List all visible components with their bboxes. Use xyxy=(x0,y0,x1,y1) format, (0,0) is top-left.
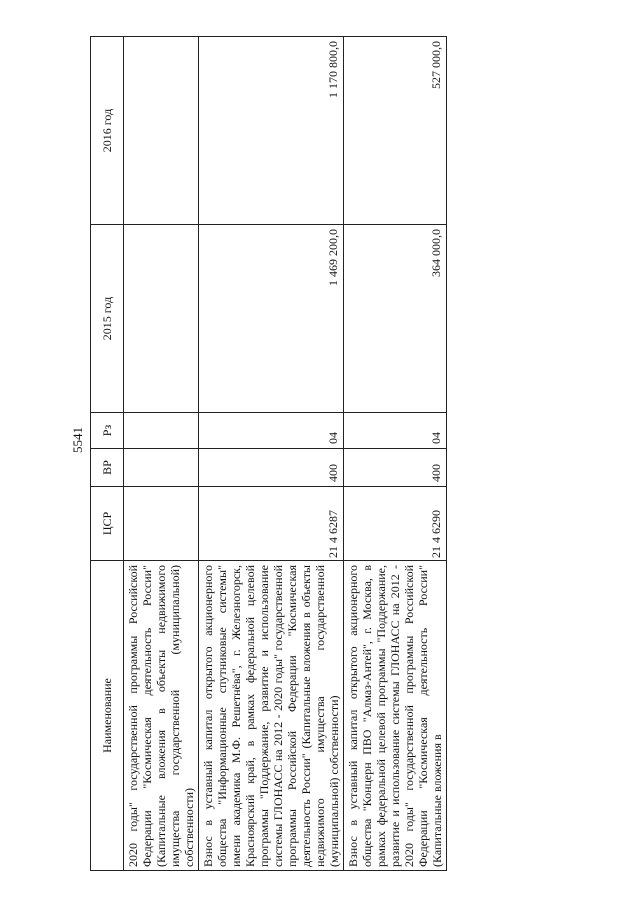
table-row xyxy=(344,37,447,871)
row-vr: 400 xyxy=(344,449,447,487)
row-2015: 364 000,0 xyxy=(344,225,447,413)
header-name: Наименование xyxy=(91,561,124,871)
header-2016: 2016 год xyxy=(91,37,124,225)
row-2016: 527 000,0 xyxy=(344,37,447,225)
row-name: 2020 годы" государственной программы Российской Федерации "Космическая деятельность России" (Капитальные вложения в объекты недвижимого имущества государственной (муниципальной) собственности) xyxy=(124,561,199,871)
budget-table xyxy=(90,36,447,871)
row-rz xyxy=(124,413,199,449)
row-csr: 21 4 6287 xyxy=(199,487,344,561)
row-name: Взнос в уставный капитал открытого акционерного общества "Концерн ПВО "Алмаз-Антей", г. Москва, в рамках федеральной целевой программы "Поддержание, развитие и использование системы ГЛОНАСС на 2012 - 2020 годы" государственной программы Российской Федерации "Космическая деятельность России" (Капитальные вложения в xyxy=(344,561,447,871)
row-rz: 04 xyxy=(199,413,344,449)
table-row xyxy=(199,37,344,871)
row-vr xyxy=(124,449,199,487)
row-name: Взнос в уставный капитал открытого акционерного общества "Информационные спутниковые системы" имени академика М.Ф. Решетнёва", г. Железногорск, Красноярский край, в рамках федеральной целевой программы "Поддержание, развитие и использование системы ГЛОНАСС на 2012 - 2020 годы" государственной программы Российской Федерации "Космическая деятельность России" (Капитальные вложения в объекты недвижимого имущества государственной (муниципальной) собственности) xyxy=(199,561,344,871)
row-vr: 400 xyxy=(199,449,344,487)
row-2015: 1 469 200,0 xyxy=(199,225,344,413)
header-rz: Рз xyxy=(91,413,124,449)
header-vr: ВР xyxy=(91,449,124,487)
page-number: 5541 xyxy=(70,427,85,453)
table-row xyxy=(124,37,199,871)
row-rz: 04 xyxy=(344,413,447,449)
header-csr: ЦСР xyxy=(91,487,124,561)
table-header-row xyxy=(91,37,124,871)
row-csr xyxy=(124,487,199,561)
row-csr: 21 4 6290 xyxy=(344,487,447,561)
row-2015 xyxy=(124,225,199,413)
header-2015: 2015 год xyxy=(91,225,124,413)
row-2016: 1 170 800,0 xyxy=(199,37,344,225)
row-2016 xyxy=(124,37,199,225)
